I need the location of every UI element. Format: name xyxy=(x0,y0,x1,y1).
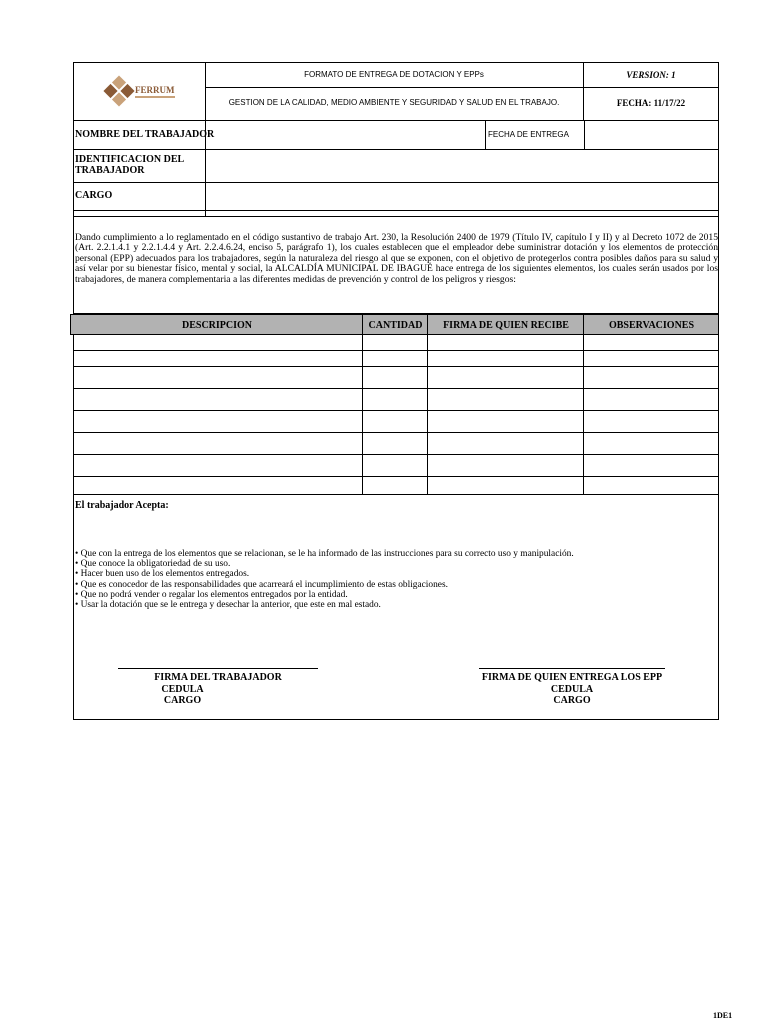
col-observaciones: OBSERVACIONES xyxy=(608,320,695,331)
list-item: • Que es conocedor de las responsabilidades que acarreará el incumplimiento de estas obligaciones. xyxy=(75,579,448,590)
fecha-entrega-field[interactable] xyxy=(585,122,718,148)
fecha-label: FECHA: 11/17/22 xyxy=(616,98,686,108)
page-number: 1DE1 xyxy=(713,1011,733,1020)
list-item: • Que con la entrega de los elementos que se relacionan, se le ha informado de las instrucciones para su correcto uso y manipulación. xyxy=(75,549,574,559)
logo-wordmark: FERRUM xyxy=(135,85,175,95)
table-row xyxy=(73,410,719,411)
firma-entrega-label: FIRMA DE QUIEN ENTREGA LOS EPP xyxy=(481,672,663,683)
version-label: VERSION: 1 xyxy=(626,70,676,80)
firma-trabajador-label: FIRMA DEL TRABAJADOR xyxy=(154,672,282,683)
table-row xyxy=(73,350,719,351)
cargo-label: CARGO xyxy=(75,190,113,201)
col-cantidad: CANTIDAD xyxy=(368,320,423,331)
items-table-body xyxy=(73,335,719,495)
cedula-trabajador-label: CEDULA xyxy=(161,683,204,695)
col-descripcion: DESCRIPCION xyxy=(181,320,252,331)
signature-line-trabajador xyxy=(118,668,318,669)
table-row xyxy=(73,388,719,389)
table-row xyxy=(73,366,719,367)
acepta-title: El trabajador Acepta: xyxy=(75,500,169,511)
cargo-field[interactable] xyxy=(206,183,718,209)
table-row xyxy=(73,454,719,455)
table-row xyxy=(73,432,719,433)
list-item: • Que no podrá vender o regalar los elementos entregados por la entidad. xyxy=(75,589,348,600)
company-logo xyxy=(102,73,182,109)
table-row xyxy=(73,476,719,477)
list-item: • Hacer buen uso de los elementos entregados. xyxy=(75,569,250,580)
form-title: FORMATO DE ENTREGA DE DOTACION Y EPPs xyxy=(304,70,484,79)
identificacion-field[interactable] xyxy=(206,150,718,181)
identificacion-label: IDENTIFICACION DEL TRABAJADOR xyxy=(75,154,184,176)
fecha-entrega-label: FECHA DE ENTREGA xyxy=(488,130,569,139)
nombre-label: NOMBRE DEL TRABAJADOR xyxy=(75,129,215,140)
list-item: • Usar la dotación que se le entrega y desechar la anterior, que este en mal estado. xyxy=(75,600,381,611)
nombre-field[interactable] xyxy=(206,122,484,148)
list-item: • Que conoce la obligatoriedad de su uso. xyxy=(75,559,231,570)
col-firma: FIRMA DE QUIEN RECIBE xyxy=(443,320,569,331)
signature-line-entrega xyxy=(479,668,665,669)
cargo-entrega-label: CARGO xyxy=(553,695,591,706)
items-table-header xyxy=(70,314,719,335)
form-subtitle: GESTION DE LA CALIDAD, MEDIO AMBIENTE Y SEGURIDAD Y SALUD EN EL TRABAJO. xyxy=(228,98,560,107)
cargo-trabajador-label: CARGO xyxy=(163,695,202,706)
acepta-list xyxy=(75,549,574,610)
cedula-entrega-label: CEDULA xyxy=(550,683,594,695)
signature-block-entrega xyxy=(479,672,665,707)
signature-block-trabajador xyxy=(118,672,318,707)
intro-paragraph: Dando cumplimiento a lo reglamentado en el código sustantivo de trabajo Art. 230, la Resolución 2400 de 1979 (Título IV, capítulo I y II) y al Decreto 1072 de 2015 (Art. 2.2.1.4.1 y 2.2.1.4.4 y Art. 2.2.4.6.24, enciso 5, parágrafo 1), los cuales establecen que el empleador debe suministrar dotación y los elementos de protección personal (EPP) adecuados para los trabajadores, según la naturaleza del riesgo al que se exponen, con el objetivo de protegerlos contra posibles daños para su salud y así velar por su bienestar físico, mental y social, la ALCALDÍA MUNICIPAL DE IBAGUÉ hace entrega de los siguientes elementos, los cuales serán usados por los trabajadores, de manera complementaria a las diferentes medidas de prevención y control de los peligros y riesgos: xyxy=(75,232,718,285)
